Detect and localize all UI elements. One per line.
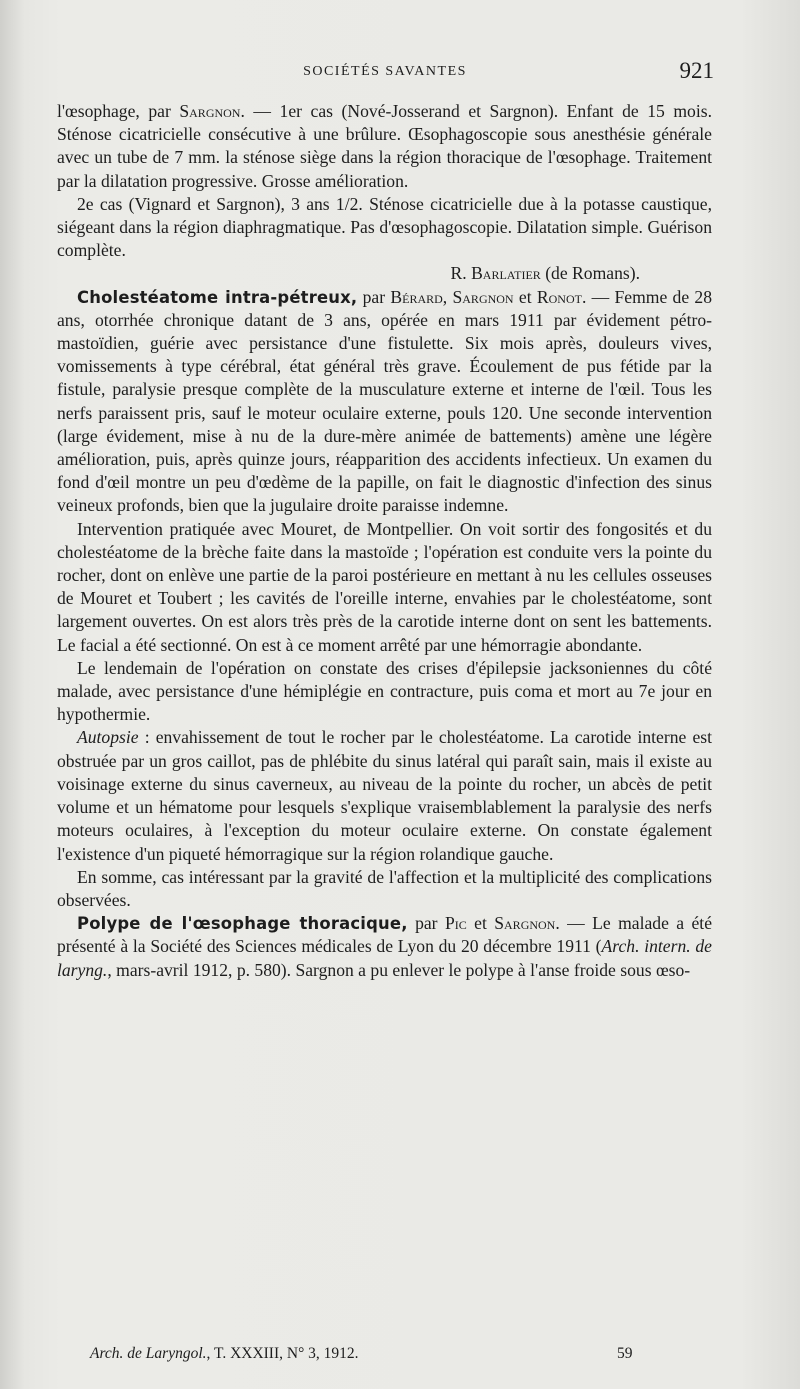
- paragraph-intervention: Intervention pratiquée avec Mouret, de Montpellier. On voit sortir des fongosités et du cholestéatome de la brèche faite dans la mastoïde ; l'opération est conduite vers la pointe du rocher, dont on enlève une partie de la paroi postérieure en mettant à nu les cellules osseuses de Mouret et Toubert ; les cavités de l'oreille interne, envahies par le cholestéatome, sont largement ouvertes. On est alors très près de la carotide interne dont on sent les battements. Le facial a été sectionné. On est à ce moment arrêté par une hémorragie abondante.: [57, 518, 712, 655]
- paragraph-aftermath: Le lendemain de l'opération on constate des crises d'épilepsie jacksoniennes du côté malade, avec persistance d'une hémiplégie en contracture, puis coma et mort au 7e jour en hypothermie.: [57, 657, 712, 725]
- signature: [57, 262, 712, 285]
- autopsy-label: Autopsie: [77, 727, 139, 748]
- text-run: et: [466, 913, 495, 934]
- page-footer: [57, 1345, 712, 1369]
- signature-initial: R.: [450, 263, 472, 284]
- body-text: [57, 100, 712, 982]
- text-run: l'œsophage, par: [57, 101, 180, 121]
- paragraph-second-case: 2e cas (Vignard et Sargnon), 3 ans 1/2. Sténose cicatricielle due à la potasse caustique, siégeant dans la région diaphragmatique. Pas d'œsophagoscopie. Dilatation simple. Guérison complète.: [57, 193, 712, 261]
- footer-journal: [90, 1345, 359, 1363]
- author-name: Sargnon: [494, 913, 556, 934]
- paragraph-summary: En somme, cas intéressant par la gravité de l'affection et la multiplicité des complications observées.: [57, 866, 712, 910]
- text-run: par: [407, 913, 445, 934]
- paragraph-polyp: [57, 912, 712, 982]
- text-run: : envahissement de tout le rocher par le cholestéatome. La carotide interne est obstruée par un gros caillot, pas de phlébite du sinus latéral qui paraît sain, mais il existe au voisinage externe du sinus caverneux, au niveau de la pointe du rocher, un abcès de petit volume et un hématome pour lesquels s'explique vraisemblablement la paralysie des nerfs moteurs oculaires, à l'exception du moteur oculaire externe. On constate également l'existence d'un piqueté hémorragique sur la région rolandique gauche.: [57, 727, 712, 864]
- text-run: , mars-avril 1912, p. 580). Sargnon a pu enlever le polype à l'anse froide sous œso-: [107, 959, 691, 980]
- page-number: 921: [679, 58, 714, 83]
- text-run: par: [357, 286, 391, 307]
- article-title: Polype de l'œsophage thoracique,: [77, 914, 408, 934]
- text-run: . — Femme de 28 ans, otorrhée chronique datant de 3 ans, opérée en mars 1911 par évidement pétro-mastoïdien, guérie avec persistance d'une fistulette. Six mois après, douleurs vives, vomissements à type cérébral, état général très grave. Écoulement de pus fétide par la fistule, paralysie presque complète de la musculature externe et interne de l'œil. Tous les nerfs paraissent pris, sauf le moteur oculaire externe, pouls 120. Une seconde intervention (large évidement, mise à nu de la dure-mère animée de battements) amène une légère amélioration, puis, après quinze jours, réapparition des accidents infectieux. Un examen du fond d'œil montre un peu d'œdème de la papille, on fait le diagnostic d'infection des sinus veineux profonds, bien que la jugulaire droite paraisse indemne.: [57, 286, 713, 516]
- running-head: SOCIÉTÉS SAVANTES: [303, 64, 467, 79]
- article-title: Cholestéatome intra-pétreux,: [77, 287, 358, 307]
- author-name: Bérard: [390, 286, 443, 307]
- footer-sheet-number: 59: [617, 1345, 633, 1362]
- paragraph-cholesteatoma: [57, 286, 712, 518]
- signature-place: (de Romans).: [540, 263, 640, 284]
- footer-journal-title: Arch. de Laryngol.: [90, 1345, 207, 1362]
- text-run: . — 1er cas (Nové-Josserand et Sargnon). Enfant de 15 mois. Sténose cicatricielle consécutive à une brûlure. Œsophagoscopie sous anesthésie générale avec un tube de 7 mm. la sténose siège dans la région thoracique de l'œsophage. Traitement par la dilatation progressive. Grosse amélioration.: [57, 101, 712, 191]
- paragraph-esophagus-stenosis: [57, 100, 712, 193]
- author-name: Sargnon: [179, 101, 241, 121]
- author-name: Pic: [444, 913, 467, 934]
- footer-volume: , T. XXXIII, N° 3, 1912.: [206, 1345, 359, 1362]
- paragraph-autopsy: [57, 726, 712, 865]
- author-name: Sargnon: [452, 286, 514, 307]
- signature-name: Barlatier: [471, 263, 541, 284]
- text-run: . — Le malade a été présenté à la Société des Sciences médicales de Lyon du 20 décembre 1911 (: [57, 913, 712, 957]
- text-run: et: [513, 286, 537, 307]
- journal-citation: Arch. intern. de laryng.: [57, 936, 712, 980]
- author-name: Ronot: [536, 286, 582, 307]
- text-run: ,: [442, 286, 453, 307]
- page-header: [56, 58, 714, 92]
